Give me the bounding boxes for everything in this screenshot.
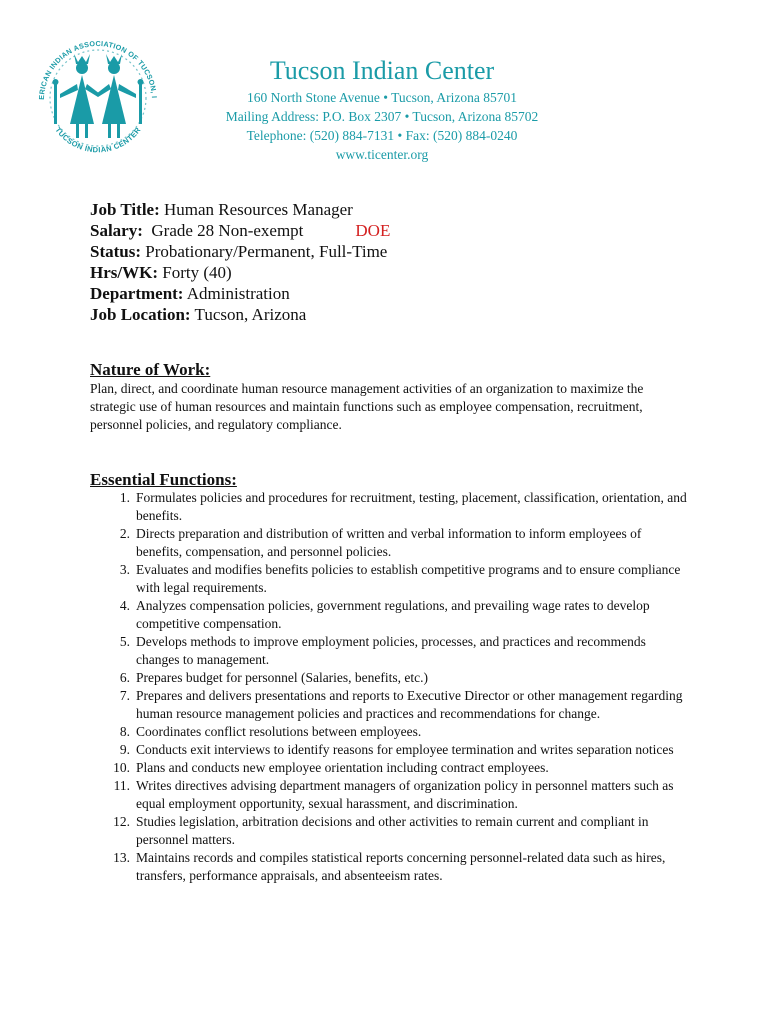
- list-item-number: 8.: [119, 724, 130, 739]
- list-item: [90, 489, 690, 525]
- hours-label: Hrs/WK:: [90, 263, 158, 282]
- mailing-address: Mailing Address: P.O. Box 2307 • Tucson, Arizona 85702: [225, 109, 539, 124]
- department-label: Department:: [90, 284, 184, 303]
- list-item-text: Maintains records and compiles statistical reports concerning personnel-related data such as hires, transfers, performance appraisals, and absenteeism rates.: [136, 850, 666, 883]
- job-title-row: [90, 199, 390, 220]
- status-row: [90, 241, 390, 262]
- job-title-value: Human Resources Manager: [159, 200, 353, 219]
- organization-name: Tucson Indian Center: [269, 56, 495, 85]
- job-title-label: Job Title:: [90, 200, 160, 219]
- essential-functions-list: [90, 489, 690, 885]
- website-link[interactable]: www.ticenter.org: [335, 147, 429, 162]
- list-item-text: Conducts exit interviews to identify reasons for employee termination and writes separation notices: [136, 742, 674, 757]
- salary-label: Salary:: [90, 221, 143, 240]
- status-value: Probationary/Permanent, Full-Time: [141, 242, 388, 261]
- list-item: [90, 633, 690, 669]
- hours-value: Forty (40): [158, 263, 232, 282]
- list-item-text: Formulates policies and procedures for recruitment, testing, placement, classification, orientation, and benefits.: [136, 490, 687, 523]
- department-value: Administration: [183, 284, 290, 303]
- list-item-number: 13.: [113, 850, 130, 865]
- phone-fax: Telephone: (520) 884-7131 • Fax: (520) 884-0240: [246, 128, 518, 143]
- organization-logo: [30, 28, 166, 164]
- nature-of-work-text: Plan, direct, and coordinate human resource management activities of an organization to maximize the strategic use of human resources and maintain functions such as employee compensation, recruitment, personnel policies, and regulatory compliance.: [90, 381, 644, 432]
- list-item-number: 12.: [113, 814, 130, 829]
- salary-note: DOE: [355, 221, 391, 240]
- hours-row: [90, 262, 390, 283]
- list-item-number: 11.: [113, 778, 130, 793]
- list-item-number: 4.: [119, 598, 130, 613]
- street-address: 160 North Stone Avenue • Tucson, Arizona 85701: [247, 90, 517, 105]
- list-item-text: Analyzes compensation policies, government regulations, and prevailing wage rates to develop competitive compensation.: [136, 598, 650, 631]
- list-item: [90, 759, 690, 777]
- svg-text:TUCSON INDIAN CENTER: [53, 125, 142, 154]
- nature-of-work-heading: Nature of Work:: [90, 360, 211, 379]
- department-row: [90, 283, 390, 304]
- list-item-text: Directs preparation and distribution of written and verbal information to inform employees of benefits, compensation, and personnel policies.: [136, 526, 642, 559]
- list-item-number: 3.: [119, 562, 130, 577]
- list-item-number: 2.: [119, 526, 130, 541]
- salary-value: Grade 28 Non-exempt: [142, 221, 304, 240]
- essential-functions-heading: Essential Functions:: [90, 470, 237, 489]
- logo-seal-icon: [30, 28, 166, 164]
- list-item: [90, 723, 690, 741]
- list-item-number: 10.: [113, 760, 130, 775]
- list-item-text: Studies legislation, arbitration decisions and other activities to remain current and compliant in personnel matters.: [136, 814, 649, 847]
- location-row: [90, 304, 390, 325]
- list-item-text: Coordinates conflict resolutions between employees.: [136, 724, 422, 739]
- list-item-number: 6.: [119, 670, 130, 685]
- salary-row: [90, 220, 390, 241]
- list-item: [90, 849, 690, 885]
- logo-bottom-text: TUCSON INDIAN CENTER: [53, 125, 143, 155]
- list-item-text: Prepares and delivers presentations and reports to Executive Director or other management regarding human resource management policies and practices and recommendations for change.: [136, 688, 683, 721]
- letterhead: [192, 56, 572, 164]
- list-item-number: 7.: [119, 688, 130, 703]
- list-item-text: Prepares budget for personnel (Salaries, benefits, etc.): [136, 670, 429, 685]
- list-item: [90, 777, 690, 813]
- list-item: [90, 561, 690, 597]
- location-value: Tucson, Arizona: [190, 305, 307, 324]
- list-item: [90, 597, 690, 633]
- logo-figure-right: [96, 54, 136, 138]
- list-item-text: Evaluates and modifies benefits policies to establish competitive programs and to ensure compliance with legal requirements.: [136, 562, 681, 595]
- list-item: [90, 669, 690, 687]
- list-item: [90, 687, 690, 723]
- list-item-text: Plans and conducts new employee orientation including contract employees.: [136, 760, 549, 775]
- list-item: [90, 525, 690, 561]
- list-item: [90, 813, 690, 849]
- list-item: [90, 741, 690, 759]
- job-info-block: [90, 199, 390, 325]
- list-item-number: 5.: [119, 634, 130, 649]
- list-item-text: Develops methods to improve employment policies, processes, and practices and recommends changes to management.: [136, 634, 646, 667]
- logo-figure-left: [60, 54, 100, 138]
- logo-arc-text: ERICAN INDIAN ASSOCIATION OF TUCSON, I: [36, 38, 159, 101]
- list-item-number: 1.: [119, 490, 130, 505]
- location-label: Job Location:: [90, 305, 191, 324]
- list-item-text: Writes directives advising department managers of organization policy in personnel matters such as equal employment opportunity, sexual harassment, and discrimination.: [136, 778, 674, 811]
- list-item-number: 9.: [119, 742, 130, 757]
- status-label: Status:: [90, 242, 142, 261]
